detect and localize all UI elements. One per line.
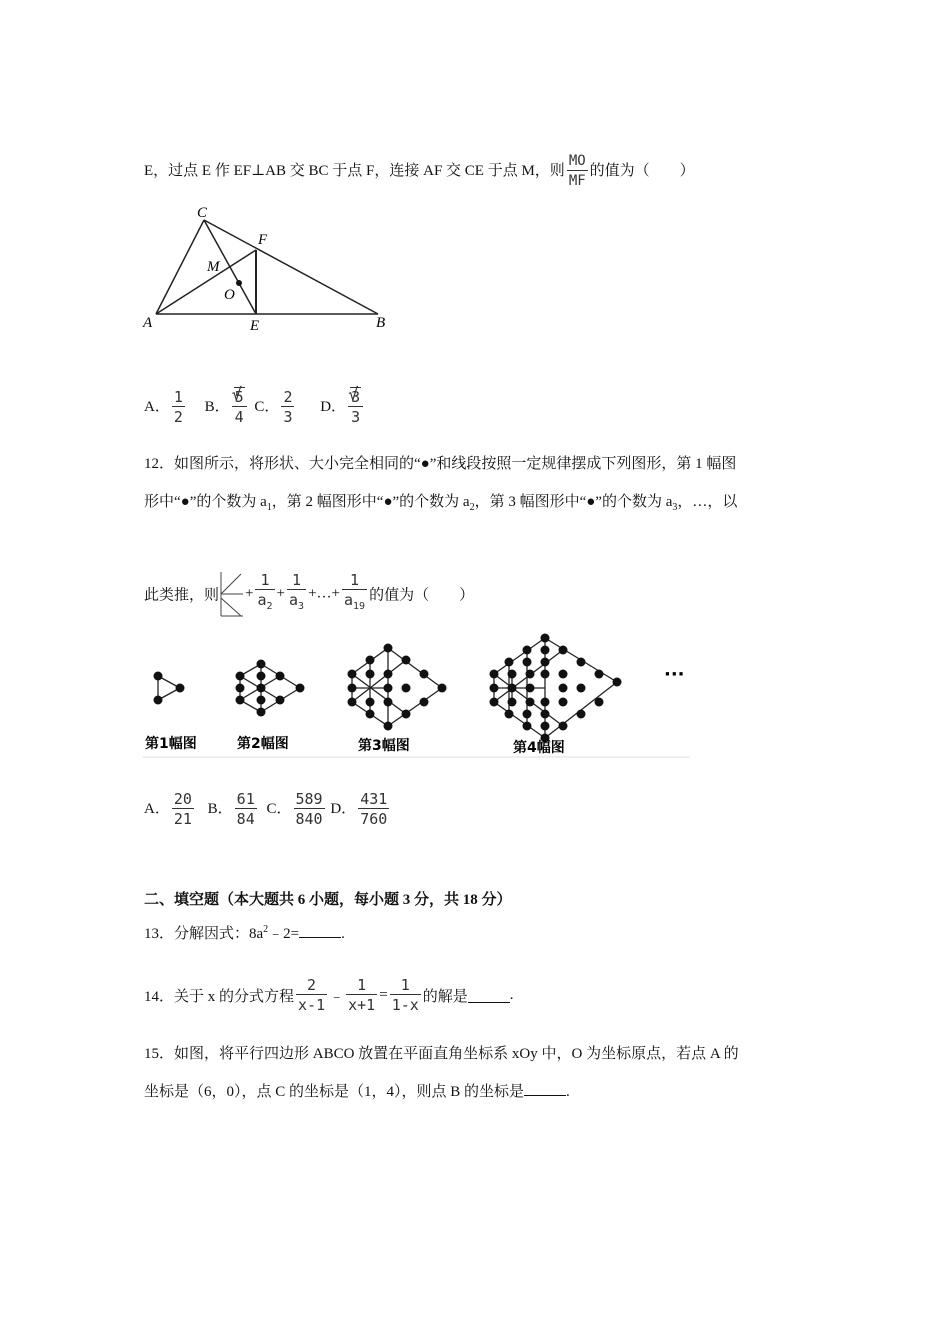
option-letter: D．: [320, 398, 347, 415]
pattern-dot: [541, 658, 550, 667]
plus-sign: +: [276, 585, 286, 602]
option-fraction: [348, 388, 363, 427]
pattern-dot: [577, 710, 586, 719]
pattern-dot: [541, 646, 550, 655]
pattern-dot: [438, 684, 447, 693]
label-c: C: [197, 205, 208, 221]
frac-den: [342, 590, 367, 617]
q13-answer-blank[interactable]: [299, 924, 341, 938]
pattern-dot: [559, 698, 568, 707]
q11-text-before: E，过点 E 作 EF⊥AB 交 BC 于点 F，连接 AF 交 CE 于点 M，则: [144, 162, 565, 179]
pattern-dot: [402, 656, 411, 665]
pattern-dot: [541, 670, 550, 679]
pattern-dot: [384, 684, 393, 693]
pattern-dot: [236, 684, 245, 693]
q14-text-b: 的解是: [422, 989, 468, 1005]
pattern-dot: [154, 696, 163, 705]
option-fraction: [235, 790, 257, 829]
q12-option-d[interactable]: [330, 790, 391, 828]
q12-sub1: 1: [266, 502, 272, 513]
q13: [144, 922, 345, 943]
frac-num-sqrt: [348, 388, 363, 407]
pattern-dots: [154, 634, 622, 743]
option-fraction: [232, 388, 247, 427]
q12-line3-end: 的值为（ ）: [369, 587, 475, 604]
q15-line2-text: 坐标是（6，0），点 C 的坐标是（1，4），则点 B 的坐标是: [144, 1084, 525, 1100]
frac-den: [255, 590, 274, 617]
pattern-dot: [236, 696, 245, 705]
frac-num: 61: [236, 790, 255, 808]
q12-line2: [144, 490, 737, 513]
pattern-dot: [523, 722, 532, 731]
point-o: [236, 280, 242, 286]
pattern-dot: [559, 670, 568, 679]
section2-title: 二、填空题（本大题共 6 小题，每小题 3 分，共 18 分）: [144, 892, 512, 908]
option-fraction: [172, 790, 194, 829]
q11-triangle-figure: [140, 200, 400, 340]
option-letter: A．: [144, 800, 170, 817]
ellipsis-plus: +…+: [308, 585, 340, 602]
q13-end: .: [341, 926, 345, 942]
plus-sign: +: [245, 585, 254, 602]
pattern-dot: [420, 670, 429, 679]
label-o: O: [224, 287, 235, 303]
pattern-dot: [523, 710, 532, 719]
frac-den: 3: [351, 408, 361, 426]
pattern-dot: [236, 672, 245, 681]
q14-text-a: 14．关于 x 的分式方程: [144, 989, 295, 1005]
q15-end: .: [566, 1084, 570, 1100]
pattern-dot: [366, 698, 375, 707]
frac-den: 21: [173, 810, 192, 828]
pattern-dot: [257, 660, 266, 669]
pattern-dot: [276, 672, 285, 681]
q15-answer-blank[interactable]: [524, 1082, 566, 1096]
q12-line1: 12．如图所示，将形状、大小完全相同的“●”和线段按照一定规律摆成下列图形，第 1 幅图: [144, 456, 737, 472]
den-sub: 3: [298, 601, 305, 612]
q12-options: [144, 790, 391, 829]
pattern-dot: [541, 722, 550, 731]
option-fraction: [172, 388, 185, 427]
pattern-dot: [154, 672, 163, 681]
frac-den: [287, 590, 306, 617]
frac-1-over-a19: [342, 571, 367, 617]
pattern-dot: [505, 710, 514, 719]
pattern-dot: [366, 670, 375, 679]
q12-sub3: 3: [672, 502, 678, 513]
frac-1-over-a3: [287, 571, 306, 617]
pattern-dot: [384, 644, 393, 653]
option-fraction: [358, 790, 389, 829]
pattern-dot: [348, 670, 357, 679]
pattern-dot: [384, 722, 393, 731]
q11-option-c[interactable]: [254, 388, 300, 426]
q12-option-a[interactable]: [144, 790, 200, 828]
q14-end: .: [509, 987, 514, 1003]
caption-fig1: 第1幅图: [145, 736, 197, 752]
pattern-dot: [257, 696, 266, 705]
continuation-dots: ···: [664, 664, 685, 685]
pattern-dot: [366, 710, 375, 719]
pattern-dot: [257, 672, 266, 681]
q12-line3-a: 此类推，则: [144, 587, 220, 604]
pattern-dot: [402, 710, 411, 719]
frac-den: x+1: [348, 996, 376, 1014]
q12-line2-b: ，第 2 幅图形中“●”的个数为 a: [271, 494, 470, 510]
pattern-dot: [577, 658, 586, 667]
q12-line3: [144, 570, 474, 618]
frac-den: 760: [360, 810, 388, 828]
pattern-dot: [490, 698, 499, 707]
pattern-dot: [526, 670, 535, 679]
label-m: M: [207, 259, 220, 275]
frac-den: x-1: [298, 996, 326, 1014]
frac-num: 20: [173, 790, 192, 808]
frac-den: 840: [295, 810, 323, 828]
q11-stem: [144, 152, 695, 191]
pattern-dot: [541, 698, 550, 707]
pattern-dot: [490, 684, 499, 693]
pattern-dot: [384, 698, 393, 707]
minus-sign: ﹣: [329, 989, 345, 1005]
den-sub: 19: [353, 601, 366, 612]
q12-line2-a: 形中“●”的个数为 a: [144, 494, 267, 510]
pattern-dot: [490, 670, 499, 679]
q12-option-c[interactable]: [266, 790, 330, 828]
q11-option-b[interactable]: [204, 388, 253, 426]
frac-num: 1: [287, 571, 306, 590]
frac-num: 1: [255, 571, 274, 590]
q13-text-a: 13．分解因式：8a: [144, 926, 264, 942]
q15-line2: [144, 1080, 570, 1101]
pattern-dot: [559, 722, 568, 731]
q11-text-after: 的值为（ ）: [589, 162, 695, 179]
caption-fig3: 第3幅图: [358, 738, 410, 754]
q12-dot-pattern-figure: [140, 628, 700, 763]
pattern-dot: [559, 684, 568, 693]
option-fraction: [294, 790, 325, 829]
q12-sub2: 2: [469, 502, 475, 513]
frac-num: 1: [173, 388, 183, 406]
pattern-dot: [526, 698, 535, 707]
pattern-dot: [257, 684, 266, 693]
option-letter: C．: [266, 800, 292, 817]
frac-num: 589: [295, 790, 323, 808]
pattern-dot: [366, 656, 375, 665]
q14-frac1: [296, 976, 327, 1015]
pattern-dot: [296, 684, 305, 693]
q14-answer-blank[interactable]: [468, 989, 510, 1003]
pattern-dot: [595, 698, 604, 707]
frac-num: 1: [342, 571, 367, 590]
label-e: E: [250, 318, 260, 334]
option-letter: B．: [204, 398, 230, 415]
label-a: A: [143, 315, 153, 331]
frac-num: 2: [296, 976, 327, 995]
pattern-dot: [348, 698, 357, 707]
q11-option-a[interactable]: [144, 388, 191, 426]
pattern-dot: [402, 684, 411, 693]
caption-fig2: 第2幅图: [237, 736, 289, 752]
q11-ratio-num: MO: [568, 153, 586, 169]
caption-fig4: 第4幅图: [513, 740, 565, 756]
q14-frac2: [346, 976, 377, 1015]
pattern-dot: [276, 696, 285, 705]
frac-num: 2: [283, 388, 293, 406]
q12-option-b[interactable]: [207, 790, 263, 828]
pattern-dot: [595, 670, 604, 679]
q14: [144, 976, 514, 1015]
radicand: 5: [234, 388, 244, 406]
q15-line1: 15．如图，将平行四边形 ABCO 放置在平面直角坐标系 xOy 中，O 为坐标原点，若点 A 的: [144, 1046, 739, 1062]
frac-den: 3: [283, 408, 293, 426]
frac-den: 2: [173, 408, 183, 426]
den-var: a: [257, 591, 267, 609]
pattern-dot: [559, 646, 568, 655]
label-b: B: [376, 315, 386, 331]
pattern-segment: [352, 660, 406, 702]
option-fraction: [281, 388, 294, 427]
label-f: F: [258, 232, 268, 248]
option-letter: B．: [207, 800, 233, 817]
frac-1-over-a2: [255, 571, 274, 617]
pattern-dot: [526, 684, 535, 693]
q13-text-b: ﹣2=: [268, 926, 300, 942]
pattern-dot: [505, 658, 514, 667]
q12-line2-d: ，…，以: [677, 494, 738, 510]
den-var: a: [344, 591, 354, 609]
pattern-dot: [420, 698, 429, 707]
den-var: a: [289, 591, 299, 609]
pattern-dot: [613, 678, 622, 687]
frac-num: 1: [346, 976, 377, 995]
pattern-dot: [176, 684, 185, 693]
pattern-dot: [523, 658, 532, 667]
option-letter: C．: [254, 398, 280, 415]
pattern-dot: [384, 670, 393, 679]
pattern-dot: [541, 710, 550, 719]
pattern-dot: [348, 684, 357, 693]
broken-fraction-image-icon: [219, 570, 245, 618]
option-letter: A．: [144, 398, 170, 415]
frac-num-sqrt: [232, 388, 247, 407]
equals-sign: =: [379, 987, 388, 1003]
pattern-dot: [541, 634, 550, 643]
frac-den: 84: [236, 810, 255, 828]
pattern-dot: [257, 708, 266, 717]
option-letter: D．: [330, 800, 357, 817]
pattern-dot: [508, 698, 517, 707]
pattern-dot: [508, 684, 517, 693]
frac-den: 1-x: [391, 996, 419, 1014]
q11-ratio-fraction: [567, 152, 588, 191]
q11-option-d[interactable]: [320, 388, 365, 426]
den-sub: 2: [266, 601, 273, 612]
q14-frac3: [390, 976, 421, 1015]
frac-num: 431: [360, 790, 388, 808]
radicand: 3: [351, 388, 361, 406]
q12-line2-c: ，第 3 幅图形中“●”的个数为 a: [474, 494, 673, 510]
pattern-dot: [523, 646, 532, 655]
pattern-dot: [577, 684, 586, 693]
frac-num: 1: [390, 976, 421, 995]
side-ca: [156, 220, 204, 314]
frac-den: 4: [234, 408, 244, 426]
q13-sup: 2: [263, 924, 269, 935]
q11-ratio-den: MF: [568, 173, 586, 189]
q11-options: [144, 388, 365, 427]
pattern-dot: [508, 670, 517, 679]
